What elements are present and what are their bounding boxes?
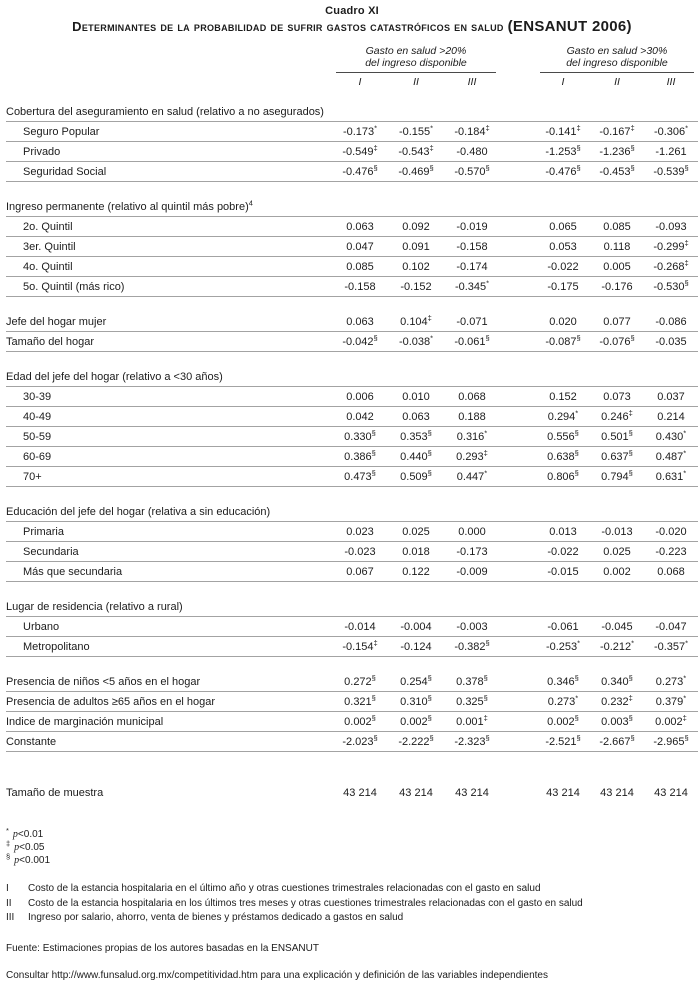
group-header-gt30 bbox=[540, 45, 694, 73]
value-cell: 0.068 bbox=[458, 391, 486, 403]
section-header-row bbox=[6, 367, 698, 387]
value-cell: 0.272§ bbox=[344, 673, 376, 688]
value-cell: 0.002§ bbox=[344, 713, 376, 728]
section-header-row bbox=[6, 597, 698, 617]
value-cell: -0.453§ bbox=[599, 163, 635, 178]
value-cell: 43 214 bbox=[343, 787, 377, 799]
value-cell: 0.018 bbox=[402, 546, 430, 558]
value-cell: 0.631* bbox=[655, 468, 687, 483]
value-cell: -0.009 bbox=[456, 566, 488, 578]
def-numeral: I bbox=[6, 883, 9, 894]
sig-marker: § bbox=[6, 851, 11, 861]
value-cell: 0.232‡ bbox=[601, 693, 633, 708]
row-label: Privado bbox=[23, 146, 61, 158]
value-cell: -0.141‡ bbox=[545, 123, 581, 138]
value-cell: 0.794§ bbox=[601, 468, 633, 483]
value-cell: 0.002 bbox=[603, 566, 631, 578]
value-cell: -0.038* bbox=[398, 333, 434, 348]
sig-p: p bbox=[14, 855, 20, 866]
value-cell: -0.086 bbox=[655, 316, 687, 328]
column-header-30-III: III bbox=[666, 76, 676, 88]
row-label: 2o. Quintil bbox=[23, 221, 73, 233]
row-label: Secundaria bbox=[23, 546, 79, 558]
value-cell: 0.042 bbox=[346, 411, 374, 423]
value-cell: 0.273* bbox=[655, 673, 687, 688]
column-header-20-I: I bbox=[358, 76, 362, 88]
value-cell: -0.299‡ bbox=[653, 238, 689, 253]
value-cell: 0.025 bbox=[402, 526, 430, 538]
row-spacer bbox=[6, 182, 698, 197]
value-cell: -0.093 bbox=[655, 221, 687, 233]
row-label: 50-59 bbox=[23, 431, 52, 443]
value-cell: -0.543‡ bbox=[398, 143, 434, 158]
row-label: Jefe del hogar mujer bbox=[6, 316, 107, 328]
value-cell: 0.122 bbox=[402, 566, 430, 578]
value-cell: -0.173 bbox=[456, 546, 488, 558]
column-header-20-III: III bbox=[467, 76, 477, 88]
row-label: 4o. Quintil bbox=[23, 261, 73, 273]
value-cell: 0.806§ bbox=[547, 468, 579, 483]
value-cell: -0.570§ bbox=[454, 163, 490, 178]
value-cell: 0.013 bbox=[549, 526, 577, 538]
group-header-gt20-line1: Gasto en salud >20% bbox=[365, 45, 467, 57]
value-cell: 0.000 bbox=[458, 526, 486, 538]
column-definition-I bbox=[6, 882, 698, 897]
value-cell: 0.637§ bbox=[601, 448, 633, 463]
value-cell: 0.378§ bbox=[456, 673, 488, 688]
row-spacer bbox=[6, 297, 698, 312]
value-cell: 0.037 bbox=[657, 391, 685, 403]
column-definition-II bbox=[6, 897, 698, 912]
value-cell: -0.023 bbox=[344, 546, 376, 558]
value-cell: 0.068 bbox=[657, 566, 685, 578]
data-row bbox=[6, 407, 698, 427]
data-row bbox=[6, 637, 698, 657]
row-label: Edad del jefe del hogar (relativo a <30 años) bbox=[6, 371, 223, 383]
value-cell: 0.321§ bbox=[344, 693, 376, 708]
sig-p: p bbox=[12, 829, 18, 840]
value-cell: -0.480 bbox=[456, 146, 488, 158]
row-label: 60-69 bbox=[23, 451, 52, 463]
row-spacer bbox=[6, 582, 698, 597]
value-cell: 0.316* bbox=[456, 428, 488, 443]
value-cell: 0.501§ bbox=[601, 428, 633, 443]
source-note: Fuente: Estimaciones propias de los autores basadas en la ENSANUT bbox=[6, 942, 319, 954]
value-cell: 0.023 bbox=[346, 526, 374, 538]
value-cell: -1.253§ bbox=[545, 143, 581, 158]
table-title-text: Determinantes de la probabilidad de sufrir gastos catastróficos en salud bbox=[72, 19, 508, 34]
row-label: Tamaño del hogar bbox=[6, 336, 95, 348]
def-text: Costo de la estancia hospitalaria en el último año y otras cuestiones trimestrales relacionadas con el gasto en salud bbox=[28, 883, 541, 894]
table-header bbox=[6, 45, 698, 90]
header-gap bbox=[500, 73, 536, 90]
column-definitions bbox=[6, 882, 698, 926]
data-row bbox=[6, 692, 698, 712]
data-row bbox=[6, 217, 698, 237]
row-label: Constante bbox=[6, 736, 57, 748]
value-cell: -0.175 bbox=[547, 281, 579, 293]
value-cell: -0.015 bbox=[547, 566, 579, 578]
value-cell: 0.556§ bbox=[547, 428, 579, 443]
value-cell: -0.173* bbox=[342, 123, 378, 138]
section-header-row bbox=[6, 197, 698, 217]
value-cell: -0.035 bbox=[655, 336, 687, 348]
value-cell: -2.023§ bbox=[342, 733, 378, 748]
group-header-gt30-line2: del ingreso disponible bbox=[566, 57, 668, 69]
value-cell: -0.268‡ bbox=[653, 258, 689, 273]
data-row bbox=[6, 712, 698, 732]
data-row bbox=[6, 237, 698, 257]
value-cell: -0.212* bbox=[599, 638, 635, 653]
value-cell: -0.549‡ bbox=[342, 143, 378, 158]
value-cell: -2.323§ bbox=[454, 733, 490, 748]
value-cell: -0.476§ bbox=[342, 163, 378, 178]
def-text: Costo de la estancia hospitalaria en los últimos tres meses y otras cuestiones trimestrales relacionadas con el gasto en salud bbox=[28, 897, 583, 909]
value-cell: -0.071 bbox=[456, 316, 488, 328]
row-label: Más que secundaria bbox=[23, 566, 123, 578]
value-cell: -0.042§ bbox=[342, 333, 378, 348]
data-row bbox=[6, 672, 698, 692]
value-cell: 0.102 bbox=[402, 261, 430, 273]
data-row bbox=[6, 447, 698, 467]
value-cell: -0.022 bbox=[547, 546, 579, 558]
value-cell: 0.010 bbox=[402, 391, 430, 403]
data-row bbox=[6, 542, 698, 562]
row-label: 40-49 bbox=[23, 411, 52, 423]
significance-note-1 bbox=[6, 825, 698, 841]
value-cell: 0.053 bbox=[549, 241, 577, 253]
row-label: Presencia de niños <5 años en el hogar bbox=[6, 676, 201, 688]
sample-size-row bbox=[6, 782, 698, 802]
value-cell: 0.379* bbox=[655, 693, 687, 708]
def-text: Ingreso por salario, ahorro, venta de bienes y préstamos dedicado a gastos en salud bbox=[28, 912, 404, 923]
value-cell: -0.167‡ bbox=[599, 123, 635, 138]
value-cell: 0.073 bbox=[603, 391, 631, 403]
value-cell: -0.539§ bbox=[653, 163, 689, 178]
row-label: Lugar de residencia (relativo a rural) bbox=[6, 601, 183, 613]
value-cell: -1.261 bbox=[655, 146, 687, 158]
sig-marker: * bbox=[6, 825, 9, 835]
row-label: Seguro Popular bbox=[23, 126, 100, 138]
row-label: Presencia de adultos ≥65 años en el hogar bbox=[6, 696, 216, 708]
value-cell: 0.065 bbox=[549, 221, 577, 233]
value-cell: 0.638§ bbox=[547, 448, 579, 463]
value-cell: 43 214 bbox=[399, 787, 433, 799]
data-row bbox=[6, 427, 698, 447]
value-cell: -0.124 bbox=[400, 641, 432, 653]
value-cell: -0.223 bbox=[655, 546, 687, 558]
data-row bbox=[6, 467, 698, 487]
value-cell: 0.077 bbox=[603, 316, 631, 328]
value-cell: 0.092 bbox=[402, 221, 430, 233]
row-spacer bbox=[6, 657, 698, 672]
value-cell: 0.152 bbox=[549, 391, 577, 403]
value-cell: 0.293‡ bbox=[456, 448, 488, 463]
table-body bbox=[6, 102, 698, 802]
value-cell: 0.063 bbox=[402, 411, 430, 423]
value-cell: 0.487* bbox=[655, 448, 687, 463]
footnotes bbox=[6, 825, 698, 982]
value-cell: -0.253* bbox=[545, 638, 581, 653]
table-title-suffix: (ENSANUT 2006) bbox=[507, 18, 632, 35]
value-cell: -0.476§ bbox=[545, 163, 581, 178]
sig-value: <0.05 bbox=[19, 842, 45, 853]
value-cell: 43 214 bbox=[546, 787, 580, 799]
value-cell: 0.067 bbox=[346, 566, 374, 578]
sig-marker: ‡ bbox=[6, 838, 11, 848]
value-cell: -0.345* bbox=[454, 278, 490, 293]
def-numeral: II bbox=[6, 897, 12, 909]
group-header-gt20-line2: del ingreso disponible bbox=[365, 57, 467, 69]
value-cell: 0.005 bbox=[603, 261, 631, 273]
column-header-20-II: II bbox=[413, 76, 419, 88]
row-label: Tamaño de muestra bbox=[6, 787, 104, 799]
value-cell: -0.047 bbox=[655, 621, 687, 633]
row-label: 70+ bbox=[23, 471, 42, 483]
row-label: Ingreso permanente (relativo al quintil más pobre)$^4$ bbox=[6, 198, 253, 213]
data-row bbox=[6, 122, 698, 142]
table-number: Cuadro XI bbox=[325, 5, 379, 17]
value-cell: 0.447* bbox=[456, 468, 488, 483]
value-cell: 0.001‡ bbox=[456, 713, 488, 728]
value-cell: 0.310§ bbox=[400, 693, 432, 708]
value-cell: 0.003§ bbox=[601, 713, 633, 728]
significance-note-3 bbox=[6, 851, 698, 867]
table-title bbox=[6, 18, 698, 35]
data-row bbox=[6, 732, 698, 752]
data-row bbox=[6, 387, 698, 407]
data-row bbox=[6, 617, 698, 637]
value-cell: 0.509§ bbox=[400, 468, 432, 483]
value-cell: -0.158 bbox=[456, 241, 488, 253]
row-label: Indice de marginación municipal bbox=[6, 716, 164, 728]
value-cell: 43 214 bbox=[600, 787, 634, 799]
row-spacer bbox=[6, 487, 698, 502]
column-header-30-II: II bbox=[614, 76, 620, 88]
column-header-30-I: I bbox=[561, 76, 565, 88]
row-label: Educación del jefe del hogar (relativa a sin educación) bbox=[6, 506, 271, 518]
value-cell: 0.440§ bbox=[400, 448, 432, 463]
value-cell: -0.357* bbox=[653, 638, 689, 653]
data-row bbox=[6, 312, 698, 332]
value-cell: 0.386§ bbox=[344, 448, 376, 463]
data-row bbox=[6, 522, 698, 542]
value-cell: -0.014 bbox=[344, 621, 376, 633]
row-label: 30-39 bbox=[23, 391, 52, 403]
value-cell: -0.176 bbox=[601, 281, 633, 293]
value-cell: 0.006 bbox=[346, 391, 374, 403]
value-cell: -2.667§ bbox=[599, 733, 635, 748]
value-cell: -0.076§ bbox=[599, 333, 635, 348]
value-cell: -0.306* bbox=[653, 123, 689, 138]
data-row bbox=[6, 142, 698, 162]
sig-value: <0.01 bbox=[17, 829, 44, 840]
value-cell: 0.340§ bbox=[601, 673, 633, 688]
row-label: 5o. Quintil (más rico) bbox=[23, 281, 125, 293]
header-spacer bbox=[6, 73, 332, 90]
value-cell: 0.214 bbox=[657, 411, 685, 423]
value-cell: 0.353§ bbox=[400, 428, 432, 443]
consult-note: Consultar http://www.funsalud.org.mx/competitividad.htm para una explicación y definición de las variables independientes bbox=[6, 969, 548, 981]
value-cell: 0.118 bbox=[603, 241, 631, 253]
significance-note-2 bbox=[6, 838, 698, 854]
def-numeral: III bbox=[6, 912, 15, 923]
row-label: 3er. Quintil bbox=[23, 241, 76, 253]
group-header-gt30-line1: Gasto en salud >30% bbox=[566, 45, 668, 57]
data-row bbox=[6, 277, 698, 297]
value-cell: -0.003 bbox=[456, 621, 488, 633]
value-cell: 0.246‡ bbox=[601, 408, 633, 423]
value-cell: -0.154‡ bbox=[342, 638, 378, 653]
row-spacer bbox=[6, 352, 698, 367]
value-cell: -0.061§ bbox=[454, 333, 490, 348]
value-cell: 0.020 bbox=[549, 316, 577, 328]
value-cell: 0.085 bbox=[603, 221, 631, 233]
value-cell: 0.188 bbox=[458, 411, 486, 423]
row-label: Cobertura del aseguramiento en salud (relativo a no asegurados) bbox=[6, 106, 324, 118]
sig-value: <0.001 bbox=[19, 855, 51, 866]
row-label: Seguridad Social bbox=[23, 166, 107, 178]
value-cell: -0.152 bbox=[400, 281, 432, 293]
value-cell: 0.294* bbox=[547, 408, 579, 423]
row-label: Urbano bbox=[23, 621, 60, 633]
value-cell: -0.530§ bbox=[653, 278, 689, 293]
value-cell: -0.155* bbox=[398, 123, 434, 138]
row-label: Metropolitano bbox=[23, 641, 90, 653]
value-cell: -2.965§ bbox=[653, 733, 689, 748]
value-cell: 0.325§ bbox=[456, 693, 488, 708]
value-cell: 0.002§ bbox=[400, 713, 432, 728]
value-cell: -0.174 bbox=[456, 261, 488, 273]
row-label: Primaria bbox=[23, 526, 64, 538]
value-cell: -2.222§ bbox=[398, 733, 434, 748]
sig-p: p bbox=[14, 842, 20, 853]
value-cell: 0.473§ bbox=[344, 468, 376, 483]
row-spacer bbox=[6, 752, 698, 782]
value-cell: -0.004 bbox=[400, 621, 432, 633]
data-row bbox=[6, 562, 698, 582]
data-row bbox=[6, 257, 698, 277]
section-header-row bbox=[6, 502, 698, 522]
value-cell: -0.019 bbox=[456, 221, 488, 233]
value-cell: 0.002‡ bbox=[655, 713, 687, 728]
value-cell: -0.022 bbox=[547, 261, 579, 273]
value-cell: 0.273* bbox=[547, 693, 579, 708]
value-cell: 0.091 bbox=[402, 241, 430, 253]
data-row bbox=[6, 332, 698, 352]
value-cell: -0.013 bbox=[601, 526, 633, 538]
section-header-row bbox=[6, 102, 698, 122]
value-cell: 0.330§ bbox=[344, 428, 376, 443]
value-cell: 0.047 bbox=[346, 241, 374, 253]
value-cell: 43 214 bbox=[455, 787, 489, 799]
value-cell: -0.469§ bbox=[398, 163, 434, 178]
value-cell: -0.061 bbox=[547, 621, 579, 633]
value-cell: 0.104‡ bbox=[400, 313, 432, 328]
value-cell: 0.063 bbox=[346, 316, 374, 328]
column-definition-III bbox=[6, 911, 698, 926]
value-cell: -1.236§ bbox=[599, 143, 635, 158]
value-cell: -0.020 bbox=[655, 526, 687, 538]
value-cell: 0.063 bbox=[346, 221, 374, 233]
value-cell: 43 214 bbox=[654, 787, 688, 799]
value-cell: -2.521§ bbox=[545, 733, 581, 748]
value-cell: 0.430* bbox=[655, 428, 687, 443]
value-cell: 0.254§ bbox=[400, 673, 432, 688]
value-cell: 0.025 bbox=[603, 546, 631, 558]
value-cell: -0.158 bbox=[344, 281, 376, 293]
value-cell: -0.045 bbox=[601, 621, 633, 633]
group-header-gt20 bbox=[336, 45, 496, 73]
value-cell: 0.346§ bbox=[547, 673, 579, 688]
value-cell: -0.382§ bbox=[454, 638, 490, 653]
value-cell: 0.002§ bbox=[547, 713, 579, 728]
data-row bbox=[6, 162, 698, 182]
value-cell: -0.087§ bbox=[545, 333, 581, 348]
value-cell: -0.184‡ bbox=[454, 123, 490, 138]
value-cell: 0.085 bbox=[346, 261, 374, 273]
